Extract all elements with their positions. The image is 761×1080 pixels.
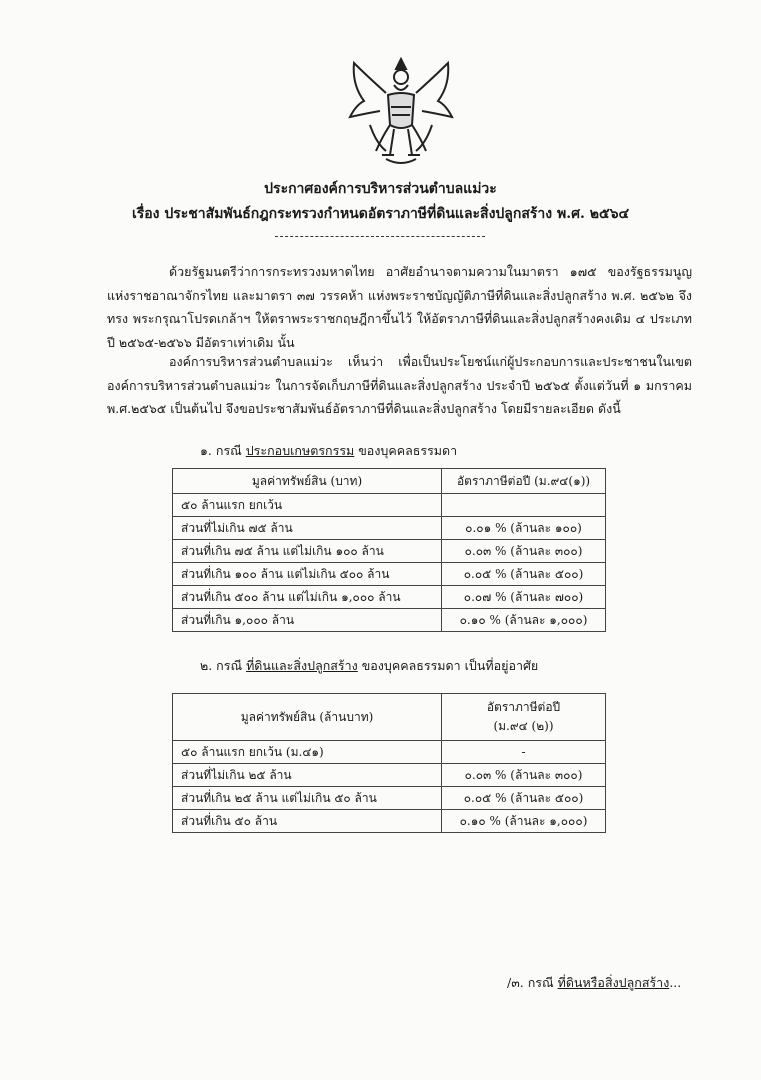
table-header-rate-line1: อัตราภาษีต่อปี	[486, 700, 561, 714]
footer-suffix: ...	[669, 975, 682, 990]
agriculture-tax-table	[172, 468, 606, 632]
table-row	[173, 540, 606, 563]
table-cell: ๐.๐๗ % (ล้านละ ๗๐๐)	[442, 586, 606, 609]
footer-underlined: ที่ดินหรือสิ่งปลูกสร้าง	[557, 975, 670, 990]
table-header-value: มูลค่าทรัพย์สิน (บาท)	[173, 469, 442, 494]
table-cell: ๐.๐๕ % (ล้านละ ๕๐๐)	[442, 563, 606, 586]
case-2-underlined: ที่ดินและสิ่งปลูกสร้าง	[246, 658, 358, 673]
case-1-prefix: ๑. กรณี	[200, 443, 242, 458]
table-row	[173, 563, 606, 586]
table-cell: ๕๐ ล้านแรก ยกเว้น	[173, 494, 442, 517]
table-row	[173, 810, 606, 833]
table-header-value: มูลค่าทรัพย์สิน (ล้านบาท)	[173, 694, 442, 741]
case-2-suffix: ของบุคคลธรรมดา เป็นที่อยู่อาศัย	[361, 658, 539, 673]
paragraph-intro: ด้วยรัฐมนตรีว่าการกระทรวงมหาดไทย อาศัยอำนาจตามความในมาตรา ๑๗๕ ของรัฐธรรมนูญแห่งราชอาณาจักรไทย และมาตรา ๓๗ วรรคห้า แห่งพระราชบัญญัติภาษีที่ดินและสิ่งปลูกสร้าง พ.ศ. ๒๕๖๒ จึงทรง พระกรุณาโปรดเกล้าฯ ให้ตราพระราชกฤษฎีกาขึ้นไว้ ให้อัตราภาษีที่ดินและสิ่งปลูกสร้างคงเดิม ๔ ประเภท ปี ๒๕๖๕-๒๕๖๖ มีอัตราเท่าเดิม นั้น	[107, 264, 692, 350]
case-2-prefix: ๒. กรณี	[200, 658, 243, 673]
table-header-rate: อัตราภาษีต่อปี (ม.๙๔(๑))	[442, 469, 606, 494]
table-cell: ๐.๐๑ % (ล้านละ ๑๐๐)	[442, 517, 606, 540]
table-cell: ส่วนที่เกิน ๗๕ ล้าน แต่ไม่เกิน ๑๐๐ ล้าน	[173, 540, 442, 563]
table-cell	[442, 494, 606, 517]
table-row	[173, 764, 606, 787]
table-cell: ส่วนที่เกิน ๕๐ ล้าน	[173, 810, 442, 833]
residential-tax-table	[172, 693, 606, 833]
case-1-heading	[200, 441, 457, 461]
table-row	[173, 741, 606, 764]
document-subject: เรื่อง ประชาสัมพันธ์กฎกระทรวงกำหนดอัตราภาษีที่ดินและสิ่งปลูกสร้าง พ.ศ. ๒๕๖๔	[131, 206, 630, 222]
table-cell: ส่วนที่เกิน ๑,๐๐๐ ล้าน	[173, 609, 442, 632]
table-row	[173, 586, 606, 609]
table-cell: -	[442, 741, 606, 764]
table-header-row	[173, 469, 606, 494]
page-continuation	[507, 973, 681, 993]
footer-prefix: /๓. กรณี	[507, 975, 554, 990]
table-cell: ๐.๐๓ % (ล้านละ ๓๐๐)	[442, 540, 606, 563]
table-cell: ส่วนที่ไม่เกิน ๒๕ ล้าน	[173, 764, 442, 787]
table-cell: ส่วนที่เกิน ๒๕ ล้าน แต่ไม่เกิน ๕๐ ล้าน	[173, 787, 442, 810]
table-cell: ๐.๑๐ % (ล้านละ ๑,๐๐๐)	[442, 609, 606, 632]
case-1-suffix: ของบุคคลธรรมดา	[358, 443, 458, 458]
table-cell: ๐.๑๐ % (ล้านละ ๑,๐๐๐)	[442, 810, 606, 833]
table-cell: ส่วนที่ไม่เกิน ๗๕ ล้าน	[173, 517, 442, 540]
case-1-underlined: ประกอบเกษตรกรรม	[245, 443, 355, 458]
table-row	[173, 494, 606, 517]
title-divider	[275, 236, 485, 237]
case-2-heading	[200, 656, 538, 676]
table-cell: ๐.๐๕ % (ล้านละ ๕๐๐)	[442, 787, 606, 810]
table-cell: ส่วนที่เกิน ๑๐๐ ล้าน แต่ไม่เกิน ๕๐๐ ล้าน	[173, 563, 442, 586]
table-header-row	[173, 694, 606, 741]
table-cell: ๕๐ ล้านแรก ยกเว้น (ม.๔๑)	[173, 741, 442, 764]
table-header-rate	[442, 694, 606, 741]
table-row	[173, 517, 606, 540]
garuda-emblem-icon	[346, 55, 456, 170]
document-title: ประกาศองค์การบริหารส่วนตำบลแม่วะ	[264, 181, 497, 197]
table-header-rate-line2: (ม.๙๔ (๒))	[493, 719, 554, 733]
table-row	[173, 609, 606, 632]
table-row	[173, 787, 606, 810]
table-cell: ส่วนที่เกิน ๕๐๐ ล้าน แต่ไม่เกิน ๑,๐๐๐ ล้าน	[173, 586, 442, 609]
paragraph-announcement: องค์การบริหารส่วนตำบลแม่วะ เห็นว่า เพื่อเป็นประโยชน์แก่ผู้ประกอบการและประชาชนในเขตองค์การบริหารส่วนตำบลแม่วะ ในการจัดเก็บภาษีที่ดินและสิ่งปลูกสร้าง ประจำปี ๒๕๖๕ ตั้งแต่วันที่ ๑ มกราคม พ.ศ.๒๕๖๕ เป็นต้นไป จึงขอประชาสัมพันธ์อัตราภาษีที่ดินและสิ่งปลูกสร้าง โดยมีรายละเอียด ดังนี้	[107, 354, 692, 416]
table-cell: ๐.๐๓ % (ล้านละ ๓๐๐)	[442, 764, 606, 787]
